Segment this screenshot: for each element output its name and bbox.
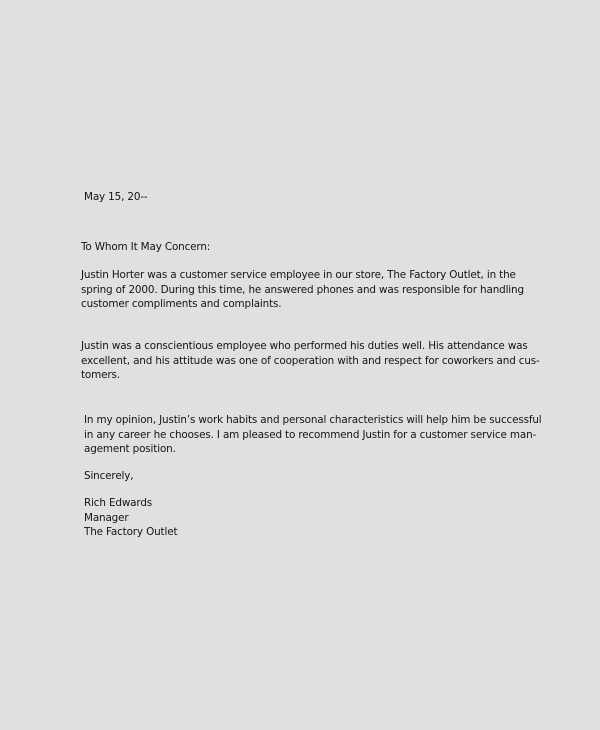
paragraph-line: spring of 2000. During this time, he answered phones and was responsible for handling [81, 283, 524, 296]
signature-company: The Factory Outlet [84, 526, 178, 538]
paragraph-line: excellent, and his attitude was one of cooperation with and respect for coworkers and cus- [81, 354, 540, 367]
signature-block [84, 496, 177, 540]
salutation: To Whom It May Concern: [81, 241, 211, 253]
paragraph-line: agement position. [84, 443, 176, 455]
paragraph-1 [81, 268, 524, 312]
paragraph-line: tomers. [81, 369, 120, 381]
paragraph-2 [81, 339, 540, 383]
paragraph-line: Justin was a conscientious employee who performed his duties well. His attendance was [81, 340, 528, 352]
paragraph-line: customer compliments and complaints. [81, 298, 282, 310]
paragraph-3 [84, 413, 542, 457]
signature-name: Rich Edwards [84, 497, 153, 509]
paragraph-line: in any career he chooses. I am pleased to recommend Justin for a customer service man- [84, 428, 537, 441]
closing: Sincerely, [84, 470, 134, 482]
letter-date: May 15, 20-- [84, 191, 148, 203]
paragraph-line: In my opinion, Justin’s work habits and personal characteristics will help him be successful [84, 414, 542, 426]
paragraph-line: Justin Horter was a customer service employee in our store, The Factory Outlet, in the [81, 269, 516, 281]
signature-title: Manager [84, 511, 129, 524]
